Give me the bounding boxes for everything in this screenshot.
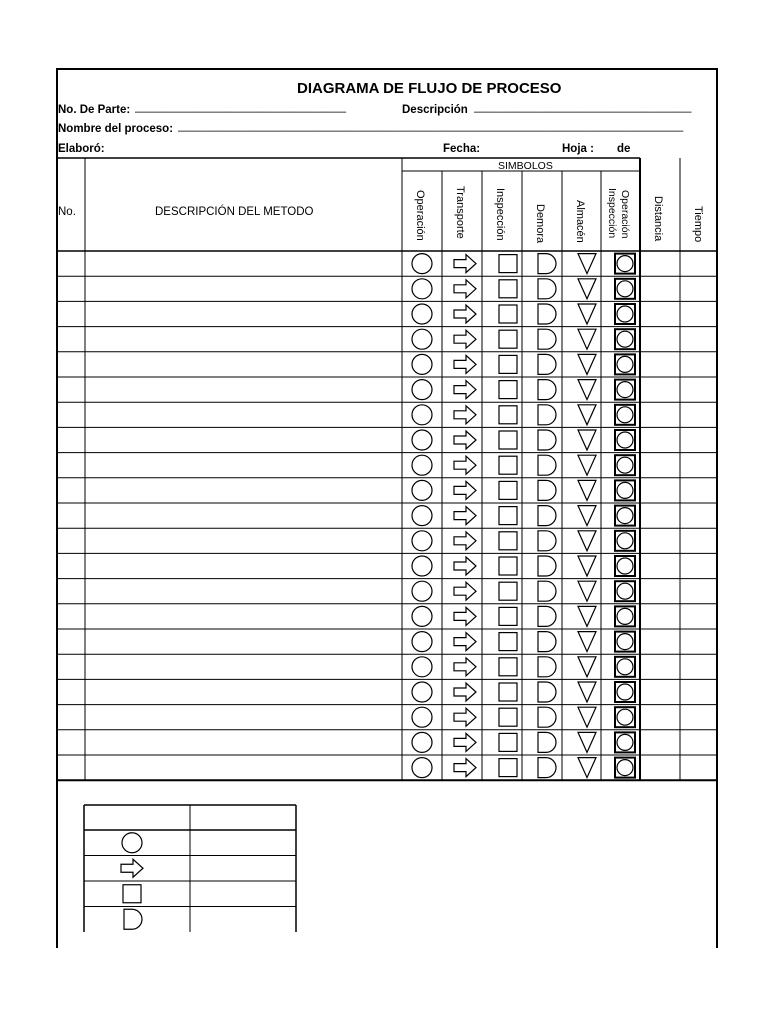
circle-icon (412, 758, 432, 778)
triangle-down-icon (578, 581, 596, 601)
description-field[interactable]: __________________________________ (474, 101, 692, 113)
square-circle-icon (615, 758, 635, 778)
d-shape-icon (538, 581, 556, 601)
arrow-right-icon (454, 381, 476, 399)
circle-icon (412, 254, 432, 274)
square-icon (499, 456, 517, 474)
triangle-down-icon (578, 455, 596, 475)
col-header-operacion: Operación (414, 190, 426, 241)
square-icon (499, 759, 517, 777)
arrow-right-icon (454, 507, 476, 525)
triangle-down-icon (578, 480, 596, 500)
d-shape-icon (538, 304, 556, 324)
col-header-inspeccion-combined: Inspección (606, 188, 618, 239)
triangle-down-icon (578, 405, 596, 425)
d-shape-icon (538, 506, 556, 526)
triangle-down-icon (578, 556, 596, 576)
square-circle-icon (615, 506, 635, 526)
square-icon (499, 431, 517, 449)
triangle-down-icon (578, 506, 596, 526)
process-name-field[interactable]: _______________________________________________________________________________ (178, 120, 684, 132)
triangle-down-icon (578, 632, 596, 652)
square-circle-icon (615, 405, 635, 425)
circle-icon (412, 606, 432, 626)
square-circle-icon (615, 430, 635, 450)
no-header: No. (58, 206, 76, 218)
col-header-demora: Demora (534, 204, 546, 244)
d-shape-icon (538, 707, 556, 727)
arrow-right-icon (454, 431, 476, 449)
d-shape-icon (538, 531, 556, 551)
square-circle-icon (615, 707, 635, 727)
square-circle-icon (615, 732, 635, 752)
d-shape-icon (538, 606, 556, 626)
d-shape-icon (538, 732, 556, 752)
d-shape-icon (538, 405, 556, 425)
square-circle-icon (615, 279, 635, 299)
col-header-inspeccion: Inspección (494, 188, 506, 241)
triangle-down-icon (578, 254, 596, 274)
circle-icon (412, 380, 432, 400)
square-circle-icon (615, 254, 635, 274)
circle-icon (412, 556, 432, 576)
summary-square-icon (123, 885, 141, 903)
arrow-right-icon (454, 733, 476, 751)
arrow-right-icon (454, 683, 476, 701)
d-shape-icon (538, 354, 556, 374)
arrow-right-icon (454, 280, 476, 298)
arrow-right-icon (454, 355, 476, 373)
part-no-label: No. De Parte: (58, 104, 131, 116)
triangle-down-icon (578, 707, 596, 727)
summary-circle-icon (122, 833, 142, 853)
d-shape-icon (538, 657, 556, 677)
square-circle-icon (615, 606, 635, 626)
d-shape-icon (538, 682, 556, 702)
square-icon (499, 507, 517, 525)
circle-icon (412, 682, 432, 702)
circle-icon (412, 430, 432, 450)
arrow-right-icon (454, 305, 476, 323)
sheet-label: Hoja : (562, 143, 594, 155)
description-label: Descripción (402, 104, 468, 116)
square-icon (499, 330, 517, 348)
form-title: DIAGRAMA DE FLUJO DE PROCESO (297, 80, 562, 97)
arrow-right-icon (454, 759, 476, 777)
d-shape-icon (538, 430, 556, 450)
square-icon (499, 557, 517, 575)
square-icon (499, 481, 517, 499)
d-shape-icon (538, 556, 556, 576)
square-icon (499, 633, 517, 651)
arrow-right-icon (454, 708, 476, 726)
square-icon (499, 733, 517, 751)
square-icon (499, 355, 517, 373)
arrow-right-icon (454, 532, 476, 550)
triangle-down-icon (578, 380, 596, 400)
triangle-down-icon (578, 354, 596, 374)
d-shape-icon (538, 380, 556, 400)
triangle-down-icon (578, 682, 596, 702)
triangle-down-icon (578, 758, 596, 778)
square-circle-icon (615, 304, 635, 324)
square-icon (499, 255, 517, 273)
square-circle-icon (615, 329, 635, 349)
part-no-field[interactable]: _________________________________ (135, 101, 347, 113)
arrow-right-icon (454, 481, 476, 499)
square-circle-icon (615, 657, 635, 677)
summary-arrow-right-icon (121, 859, 143, 877)
col-header-tiempo: Tiempo (692, 206, 704, 243)
d-shape-icon (538, 329, 556, 349)
of-label: de (617, 143, 631, 155)
triangle-down-icon (578, 430, 596, 450)
square-circle-icon (615, 556, 635, 576)
circle-icon (412, 329, 432, 349)
triangle-down-icon (578, 657, 596, 677)
arrow-right-icon (454, 582, 476, 600)
d-shape-icon (538, 480, 556, 500)
square-icon (499, 280, 517, 298)
process-name-label: Nombre del proceso: (58, 123, 174, 135)
circle-icon (412, 354, 432, 374)
circle-icon (412, 506, 432, 526)
circle-icon (412, 455, 432, 475)
square-icon (499, 582, 517, 600)
triangle-down-icon (578, 606, 596, 626)
square-icon (499, 708, 517, 726)
square-circle-icon (615, 480, 635, 500)
square-icon (499, 658, 517, 676)
arrow-right-icon (454, 406, 476, 424)
circle-icon (412, 531, 432, 551)
square-circle-icon (615, 632, 635, 652)
arrow-right-icon (454, 456, 476, 474)
triangle-down-icon (578, 304, 596, 324)
summary-d-shape-icon (124, 909, 142, 929)
square-circle-icon (615, 455, 635, 475)
square-circle-icon (615, 581, 635, 601)
circle-icon (412, 657, 432, 677)
square-circle-icon (615, 682, 635, 702)
d-shape-icon (538, 632, 556, 652)
circle-icon (412, 707, 432, 727)
circle-icon (412, 581, 432, 601)
square-circle-icon (615, 354, 635, 374)
col-header-almacen: Almacén (574, 200, 586, 243)
square-icon (499, 305, 517, 323)
d-shape-icon (538, 279, 556, 299)
arrow-right-icon (454, 607, 476, 625)
date-label: Fecha: (443, 143, 481, 155)
made-by-label: Elaboró: (58, 143, 105, 155)
circle-icon (412, 732, 432, 752)
triangle-down-icon (578, 279, 596, 299)
circle-icon (412, 632, 432, 652)
square-icon (499, 683, 517, 701)
d-shape-icon (538, 455, 556, 475)
square-icon (499, 406, 517, 424)
triangle-down-icon (578, 531, 596, 551)
square-circle-icon (615, 531, 635, 551)
circle-icon (412, 304, 432, 324)
square-icon (499, 532, 517, 550)
symbols-header: SIMBOLOS (498, 160, 553, 172)
square-icon (499, 381, 517, 399)
col-header-distancia: Distancia (652, 196, 664, 242)
circle-icon (412, 405, 432, 425)
d-shape-icon (538, 758, 556, 778)
arrow-right-icon (454, 557, 476, 575)
description-header: DESCRIPCIÓN DEL METODO (155, 206, 314, 218)
d-shape-icon (538, 254, 556, 274)
arrow-right-icon (454, 255, 476, 273)
square-icon (499, 607, 517, 625)
col-header-transporte: Transporte (454, 186, 466, 239)
arrow-right-icon (454, 658, 476, 676)
col-header-operacion-combined: Operación (619, 190, 631, 239)
square-circle-icon (615, 380, 635, 400)
circle-icon (412, 480, 432, 500)
triangle-down-icon (578, 732, 596, 752)
arrow-right-icon (454, 330, 476, 348)
arrow-right-icon (454, 633, 476, 651)
circle-icon (412, 279, 432, 299)
triangle-down-icon (578, 329, 596, 349)
